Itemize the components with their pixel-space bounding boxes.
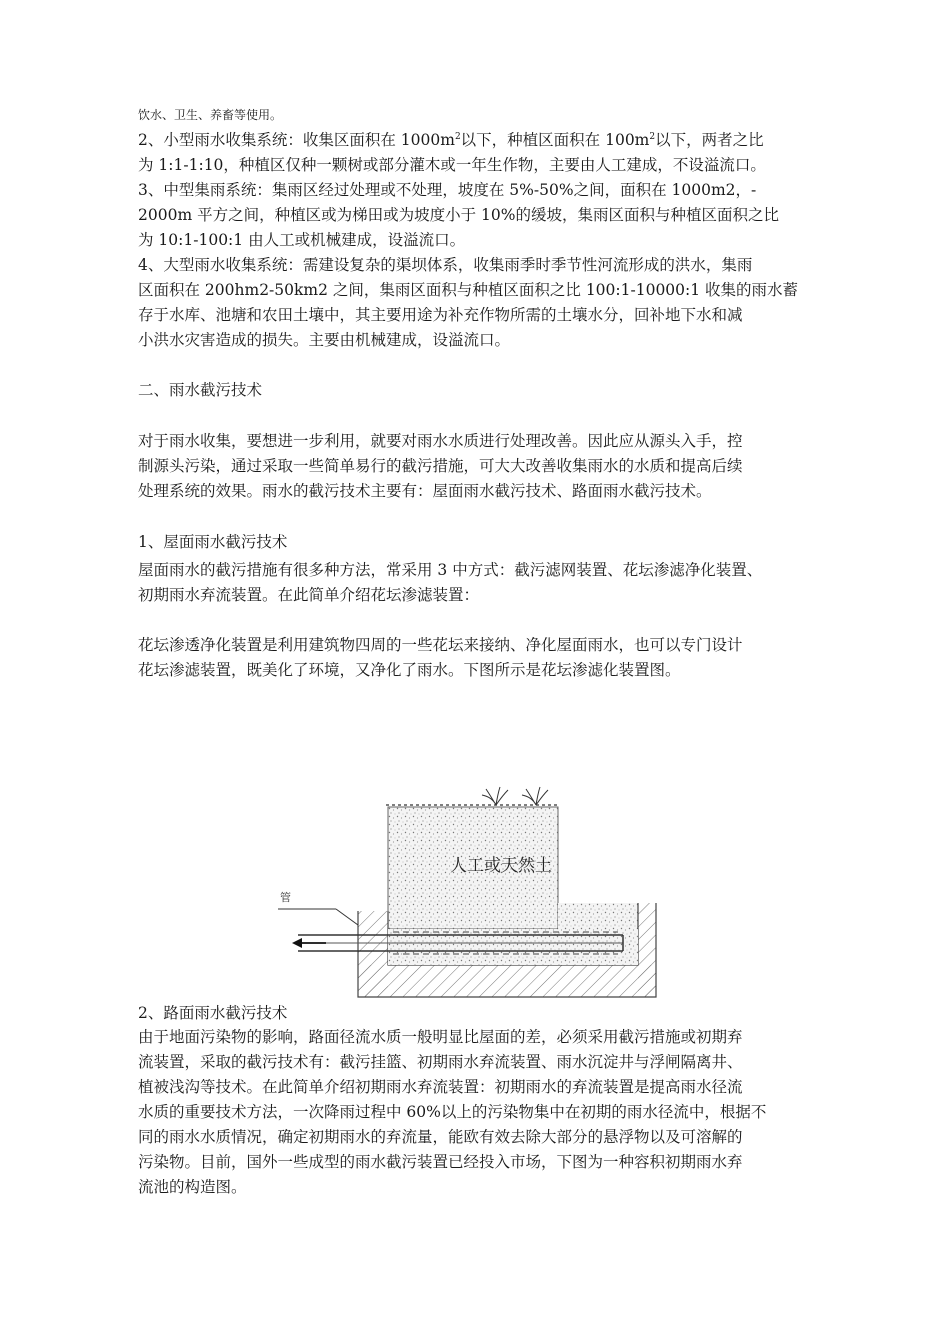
item2-text-b: 以下，种植区面积在 100m [460, 131, 650, 149]
superscript: 2 [649, 131, 656, 142]
item3-line: 3、中型集雨系统：集雨区经过处理或不处理，坡度在 5%-50%之间，面积在 1000m2，- [138, 181, 757, 199]
pipe-label: 管 [280, 891, 291, 904]
body-line: 屋面雨水的截污措施有很多种方法，常采用 3 中方式：截污滤网装置、花坛渗滤净化装置、 [138, 561, 763, 579]
subsection-heading: 2、路面雨水截污技术 [138, 1004, 288, 1022]
section-heading: 二、雨水截污技术 [138, 381, 263, 399]
item2-text-a: 2、小型雨水收集系统：收集区面积在 1000m [138, 131, 455, 149]
body-line: 花坛渗滤装置，既美化了环境，又净化了雨水。下图所示是花坛渗滤化装置图。 [138, 661, 681, 679]
item4-line: 区面积在 200hm2-50km2 之间，集雨区面积与种植区面积之比 100:1-10000:1 收集的雨水蓄 [138, 281, 799, 299]
body-line: 由于地面污染物的影响，路面径流水质一般明显比屋面的差，必须采用截污措施或初期弃 [138, 1028, 743, 1046]
perforated-pipe [298, 932, 623, 954]
item2-text-c: 以下，两者之比 [655, 131, 764, 149]
intro-line: 对于雨水收集，要想进一步利用，就要对雨水水质进行处理改善。因此应从源头入手，控 [138, 432, 743, 450]
body-line: 污染物。目前，国外一些成型的雨水截污装置已经投入市场，下图为一种容积初期雨水弃 [138, 1153, 743, 1171]
item4-line: 4、大型雨水收集系统：需建设复杂的渠坝体系，收集雨季时季节性河流形成的洪水，集雨 [138, 256, 753, 274]
soil-label: 人工或天然土 [450, 856, 552, 876]
body-line: 初期雨水弃流装置。在此简单介绍花坛渗滤装置： [138, 586, 480, 604]
item4-line: 小洪水灾害造成的损失。主要由机械建成，设溢流口。 [138, 331, 511, 349]
intro-line: 制源头污染，通过采取一些简单易行的截污措施，可大大改善收集雨水的水质和提高后续 [138, 457, 743, 475]
plant-icon [482, 787, 548, 805]
body-line: 同的雨水水质情况，确定初期雨水的弃流量，能欧有效去除大部分的悬浮物以及可溶解的 [138, 1128, 743, 1146]
superscript: 2 [454, 131, 461, 142]
body-line: 流池的构造图。 [138, 1178, 247, 1196]
body-line: 流装置，采取的截污技术有：截污挂篮、初期雨水弃流装置、雨水沉淀井与浮闸隔离井、 [138, 1053, 743, 1071]
item3-line: 为 10:1-100:1 由人工或机械建成，设溢流口。 [138, 231, 466, 249]
intro-line: 处理系统的效果。雨水的截污技术主要有：屋面雨水截污技术、路面雨水截污技术。 [138, 482, 712, 500]
item4-line: 存于水库、池塘和农田土壤中，其主要用途为补充作物所需的土壤水分，回补地下水和减 [138, 306, 743, 324]
top-note: 饮水、卫生、养畜等使用。 [138, 108, 283, 122]
planter-infiltration-figure [268, 775, 658, 1007]
body-line: 植被浅沟等技术。在此简单介绍初期雨水弃流装置：初期雨水的弃流装置是提高雨水径流 [138, 1078, 743, 1096]
outflow-arrow-icon [292, 938, 326, 948]
subsection-heading: 1、屋面雨水截污技术 [138, 533, 288, 551]
body-line: 水质的重要技术方法，一次降雨过程中 60%以上的污染物集中在初期的雨水径流中，根据不 [138, 1103, 767, 1121]
item2-line1 [138, 128, 764, 152]
item2-line2: 为 1:1-1:10，种植区仅种一颗树或部分灌木或一年生作物，主要由人工建成，不设溢流口。 [138, 156, 766, 174]
body-line: 花坛渗透净化装置是利用建筑物四周的一些花坛来接纳、净化屋面雨水，也可以专门设计 [138, 636, 743, 654]
item3-line: 2000m 平方之间，种植区或为梯田或为坡度小于 10%的缓坡，集雨区面积与种植区面积之比 [138, 206, 779, 224]
wall-bottom [358, 965, 656, 997]
